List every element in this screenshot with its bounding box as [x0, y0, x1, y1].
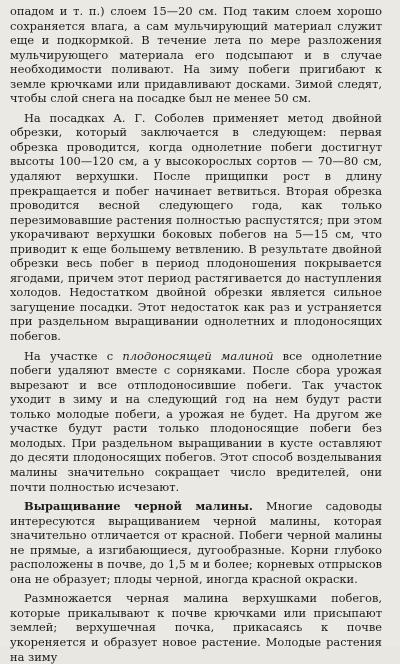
paragraph-black-raspberry-text: Многие садоводы интересуются выращиванием черной малины, которая значительно отличается от красной. Побеги черной малины не прямые, а изгибающиеся, дугообразные. Корни глубоко расположены в почве, до 1,5 м и более; корневых отпрысков она не образует; плоды черной, иногда красной окраски. — [10, 499, 382, 586]
paragraph-propagation: Размножается черная малина верхушками побегов, которые прикалывают к почве крючками или присыпают землей; верхушечная почка, прикасаясь к почве укореняется и образует новое растение. Молодые растения на зиму — [10, 591, 382, 664]
paragraph-fruiting-plot — [10, 349, 382, 494]
paragraph-fruiting-italic: плодоносящей малиной — [122, 348, 274, 363]
paragraph-fruiting-text-end: все однолетние побеги удаляют вместе с сорняками. После сбора урожая вырезают и все отплодоносившие побеги. Так участок уходит в зиму и на следующий год на нем будут расти только молодые побеги, а урожая не будет. На другом же участке будут расти только плодоносящие побеги без молодых. При раздельном выращивании в кусте оставляют до десяти плодоносящих побегов. Этот способ возделывания малины значительно сокращает число вредителей, они почти полностью исчезают. — [10, 348, 382, 494]
paragraph-black-raspberry — [10, 499, 382, 586]
paragraph-fruiting-text-start: На участке с — [24, 348, 123, 363]
paragraph-mulching: опадом и т. п.) слоем 15—20 см. Под таким слоем хорошо сохраняется влага, а сам мульчирующий материал служит еще и подкормкой. В течение лета по мере разложения мульчирующего материала его подсыпают и в случае необходимости поливают. На зиму побеги пригибают к земле крючками или придавливают досками. Зимой следят, чтобы слой снега на посадке был не менее 50 см. — [10, 4, 382, 106]
section-heading-black-raspberry: Выращивание черной малины. — [24, 499, 253, 514]
paragraph-double-pruning: На посадках А. Г. Соболев применяет метод двойной обрезки, который заключается в следующем: первая обрезка проводится, когда однолетние побеги достигнут высоты 100—120 см, а у высокорослых сортов — 70—80 см, удаляют верхушки. После прищипки рост в длину прекращается и побег начинает ветвиться. Вторая обрезка проводится весной следующего года, как только перезимовавшие растения полностью распустятся; при этом укорачивают верхушки боковых побегов на 5—15 см, что приводит к еще большему ветвлению. В результате двойной обрезки весь побег в период плодоношения покрывается ягодами, причем этот период растягивается до наступления холодов. Недостатком двойной обрезки является сильное загущение посадки. Этот недостаток как раз и устраняется при раздельном выращивании однолетних и плодоносящих побегов. — [10, 110, 382, 344]
